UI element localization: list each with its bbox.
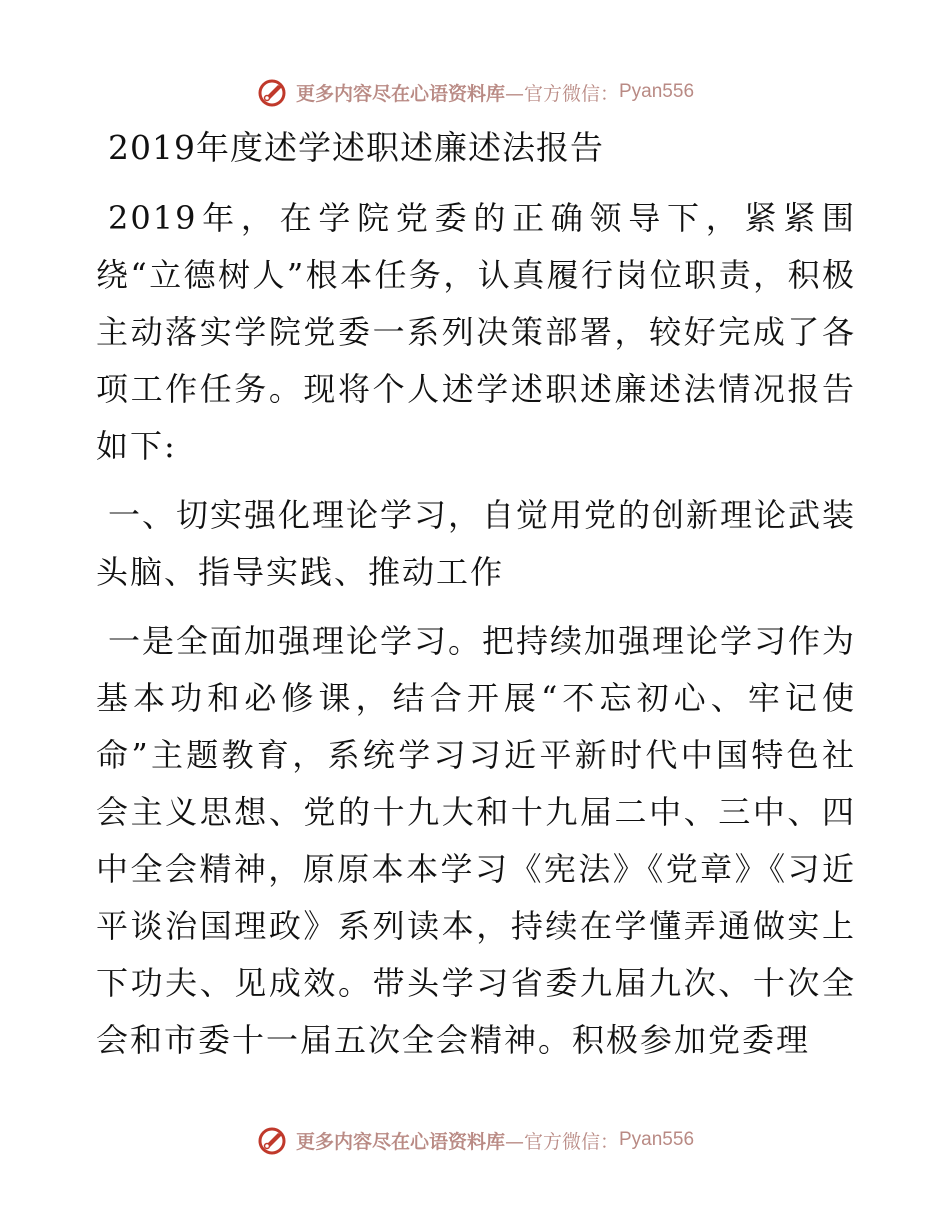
watermark-footer (0, 1120, 950, 1160)
paragraph-intro: 2019年，在学院党委的正确领导下，紧紧围绕“立德树人”根本任务，认真履行岗位职责，积极主动落实学院党委一系列决策部署，较好完成了各项工作任务。现将个人述学述职述廉述法情况报告如下: (96, 199, 856, 465)
section-heading-1: 一、切实强化理论学习，自觉用党的创新理论武装头脑、指导实践、推动工作 (96, 496, 857, 591)
watermark-header (0, 72, 950, 112)
watermark-wechat-label: —官方微信： (504, 1130, 619, 1153)
watermark-wechat-id: Pyan556 (619, 81, 695, 102)
watermark-main-text: 更多内容尽在心语资料库 (295, 1130, 505, 1153)
pen-swirl-logo-icon (256, 1123, 290, 1157)
document-title: 2019年度述学述职述廉述法报告 (108, 128, 604, 167)
watermark-wechat-label: —官方微信： (504, 82, 619, 105)
watermark-main-text: 更多内容尽在心语资料库 (295, 82, 505, 105)
watermark-wechat-id: Pyan556 (619, 1129, 695, 1150)
document-body (96, 120, 856, 1069)
pen-swirl-logo-icon (256, 75, 290, 109)
paragraph-study: 一是全面加强理论学习。把持续加强理论学习作为基本功和必修课，结合开展“不忘初心、牢记使命”主题教育，系统学习习近平新时代中国特色社会主义思想、党的十九大和十九届二中、三中、四中全会精神，原原本本学习《宪法》《党章》《习近平谈治国理政》系列读本，持续在学懂弄通做实上下功夫、见成效。带头学习省委九届九次、十次全会和市委十一届五次全会精神。积极参加党委理 (96, 622, 857, 1059)
